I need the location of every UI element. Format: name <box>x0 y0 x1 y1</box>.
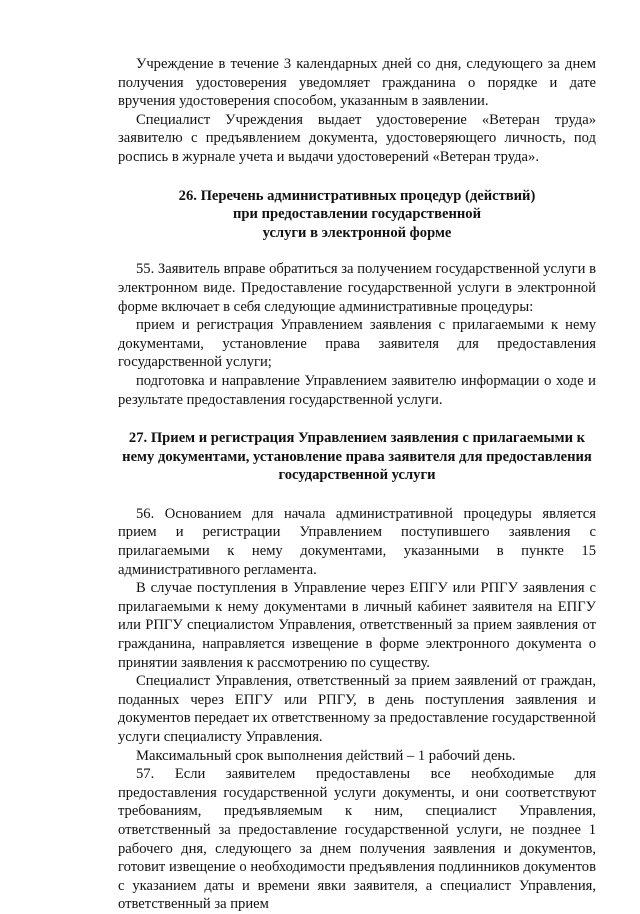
paragraph-55: 55. Заявитель вправе обратиться за получением государственной услуги в электронном виде. Предоставление государственной услуги в электронной форме включает в себя следующие административные процедуры: <box>118 261 596 315</box>
section-26-heading <box>118 187 596 243</box>
paragraph-56-deadline: Максимальный срок выполнения действий – 1 рабочий день. <box>136 747 516 764</box>
paragraph-issuance: Специалист Учреждения выдает удостоверение «Ветеран труда» заявителю с предъявлением документа, удостоверяющего личность, под роспись в журнале учета и выдачи удостоверений «Ветеран труда». <box>118 111 596 165</box>
section-27-title-line-2: нему документами, установление права заявителя для предоставления <box>122 448 592 465</box>
paragraph-55-item-1: прием и регистрация Управлением заявления с прилагаемыми к нему документами, установление права заявителя для предоставления государственной услуги; <box>118 317 596 371</box>
section-26-title-line-3: услуги в электронной форме <box>262 224 452 241</box>
document-body <box>118 55 596 914</box>
section-27-heading <box>118 429 596 485</box>
section-26-title-line-1: 26. Перечень административных процедур (действий) <box>178 187 536 204</box>
section-27-title-line-1: 27. Прием и регистрация Управлением заявления с прилагаемыми к <box>128 430 586 447</box>
section-27-title-line-3: государственной услуги <box>278 467 436 484</box>
section-26-title-line-2: при предоставлении государственной <box>233 206 481 223</box>
paragraph-56: 56. Основанием для начала административной процедуры является прием и регистрации Управлением поступившего заявления с прилагаемыми к нему документами, указанными в пункте 15 административного регламента. <box>118 505 596 578</box>
paragraph-57: 57. Если заявителем предоставлены все необходимые для предоставления государственной услуги документы, и они соответствуют требованиям, предъявляемым к ним, специалист Управления, ответственный за предоставление государственной услуги, не позднее 1 рабочего дня, следующего за днем получения заявления и документов, готовит извещение о необходимости предъявления подлинников документов с указанием даты и времени явки заявителя, а специалист Управления, ответственный за прием <box>118 766 596 913</box>
paragraph-56-epgu: В случае поступления в Управление через ЕПГУ или РПГУ заявления с прилагаемыми к нему документами в личный кабинет заявителя на ЕПГУ или РПГУ специалистом Управления, ответственный за прием заявления от гражданина, направляется извещение в форме электронного документа о принятии заявления к рассмотрению по существу. <box>118 580 596 671</box>
paragraph-notification: Учреждение в течение 3 календарных дней со дня, следующего за днем получения удостоверения уведомляет гражданина о порядке и дате вручения удостоверения способом, указанным в заявлении. <box>118 56 596 110</box>
paragraph-56-transfer: Специалист Управления, ответственный за прием заявлений от граждан, поданных через ЕПГУ или РПГУ, в день поступления заявления и документов передает их ответственному за предоставление государственной услуги специалисту Управления. <box>118 673 596 745</box>
paragraph-55-item-2: подготовка и направление Управлением заявителю информации о ходе и результате предоставления государственной услуги. <box>118 372 596 408</box>
